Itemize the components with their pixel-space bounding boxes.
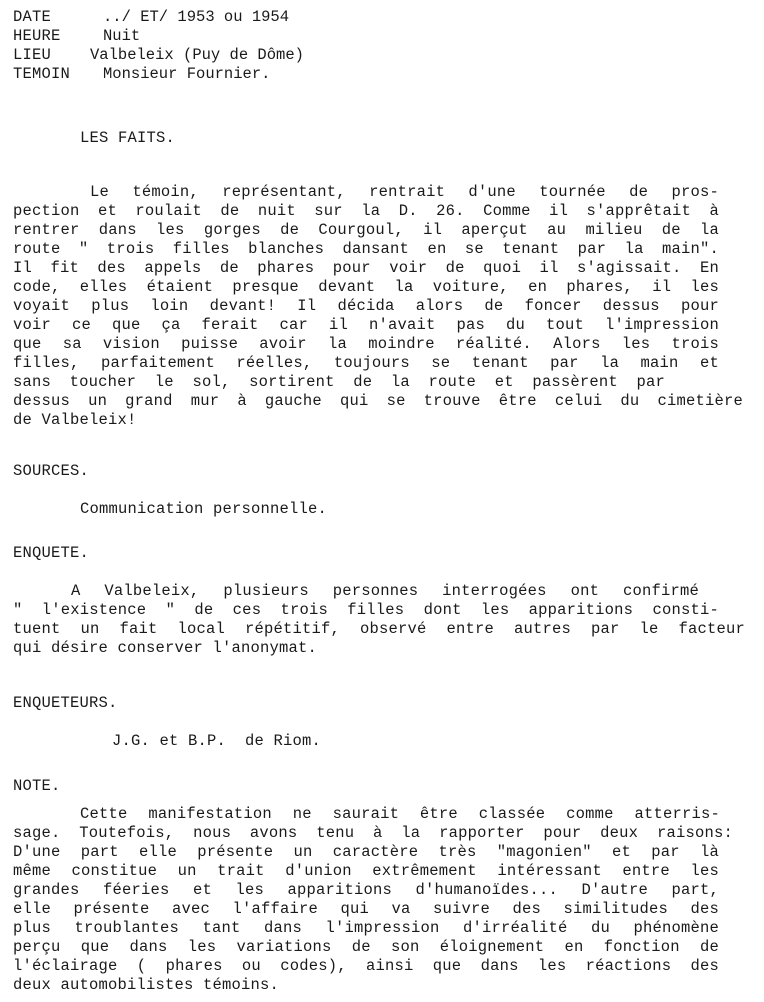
faits-line: voir ce que ça ferait car il n'avait pas du tout l'impression [13,316,719,334]
faits-line: Il fit des appels de phares pour voir de quoi il s'agissait. En [13,259,719,277]
enqueteurs-text: J.G. et B.P. de Riom. [112,732,322,750]
faits-line: sans toucher le sol, sortirent de la route et passèrent par [13,373,665,391]
section-heading-enquete: ENQUETE. [13,544,90,562]
section-heading-faits: LES FAITS. [80,129,176,147]
faits-line: filles, parfaitement réelles, toujours se tenant par la main et [13,354,719,372]
faits-line: route " trois filles blanches dansant en se tenant par la main". [13,240,719,258]
enquete-line: tuent un fait local répétitif, observé entre autres par le facteur [13,620,745,638]
section-heading-enqueteurs: ENQUETEURS. [13,694,118,712]
date-label: DATE [13,8,52,26]
faits-line: code, elles étaient presque devant la voiture, en phares, il les [13,278,719,296]
faits-line: voyait plus loin devant! Il décida alors de foncer dessus pour [13,297,719,315]
faits-line: rentrer dans les gorges de Courgoul, il aperçut au milieu de la [13,221,719,239]
temoin-label: TEMOIN [13,65,71,83]
note-line: Cette manifestation ne saurait être classée comme atterris- [80,805,720,823]
note-line: elle présente avec l'affaire qui va suivre des similitudes des [13,900,719,918]
heure-label: HEURE [13,27,61,45]
note-line: l'éclairage ( phares ou codes), ainsi que dans les réactions des [13,957,719,975]
note-line: sage. Toutefois, nous avons tenu à la rapporter pour deux raisons: [13,824,733,842]
section-heading-sources: SOURCES. [13,462,90,480]
note-line: D'une part elle présente un caractère très "magonien" et par là [13,843,719,861]
faits-line: pection et roulait de nuit sur la D. 26. Comme il s'apprêtait à [13,202,719,220]
heure-value: Nuit [103,27,141,45]
note-line: plus troublantes tant dans l'impression d'irréalité du phénomène [13,919,719,937]
faits-line: dessus un grand mur à gauche qui se trouve être celui du cimetière [13,392,743,410]
faits-line: que sa vision puisse avoir la moindre réalité. Alors les trois [13,335,719,353]
enquete-line: qui désire conserver l'anonymat. [13,639,318,657]
temoin-value: Monsieur Fournier. [103,65,271,83]
note-line: même constitue un trait d'union extrêmement intéressant entre les [13,862,719,880]
faits-line: Le témoin, représentant, rentrait d'une tournée de pros- [90,183,719,201]
section-heading-note: NOTE. [13,777,61,795]
note-line: deux automobilistes témoins. [13,976,280,994]
enquete-line: " l'existence " de ces trois filles dont les apparitions consti- [13,601,719,619]
enquete-line: A Valbeleix, plusieurs personnes interrogées ont confirmé [71,582,699,600]
note-line: grandes féeries et les apparitions d'humanoïdes... D'autre part, [13,881,719,899]
sources-text: Communication personnelle. [80,500,328,518]
lieu-label: LIEU [13,46,52,64]
lieu-value: Valbeleix (Puy de Dôme) [90,46,304,64]
note-line: perçu que dans les variations de son éloignement en fonction de [13,938,719,956]
faits-line: de Valbeleix! [13,411,137,429]
date-value: ../ ET/ 1953 ou 1954 [103,8,290,26]
